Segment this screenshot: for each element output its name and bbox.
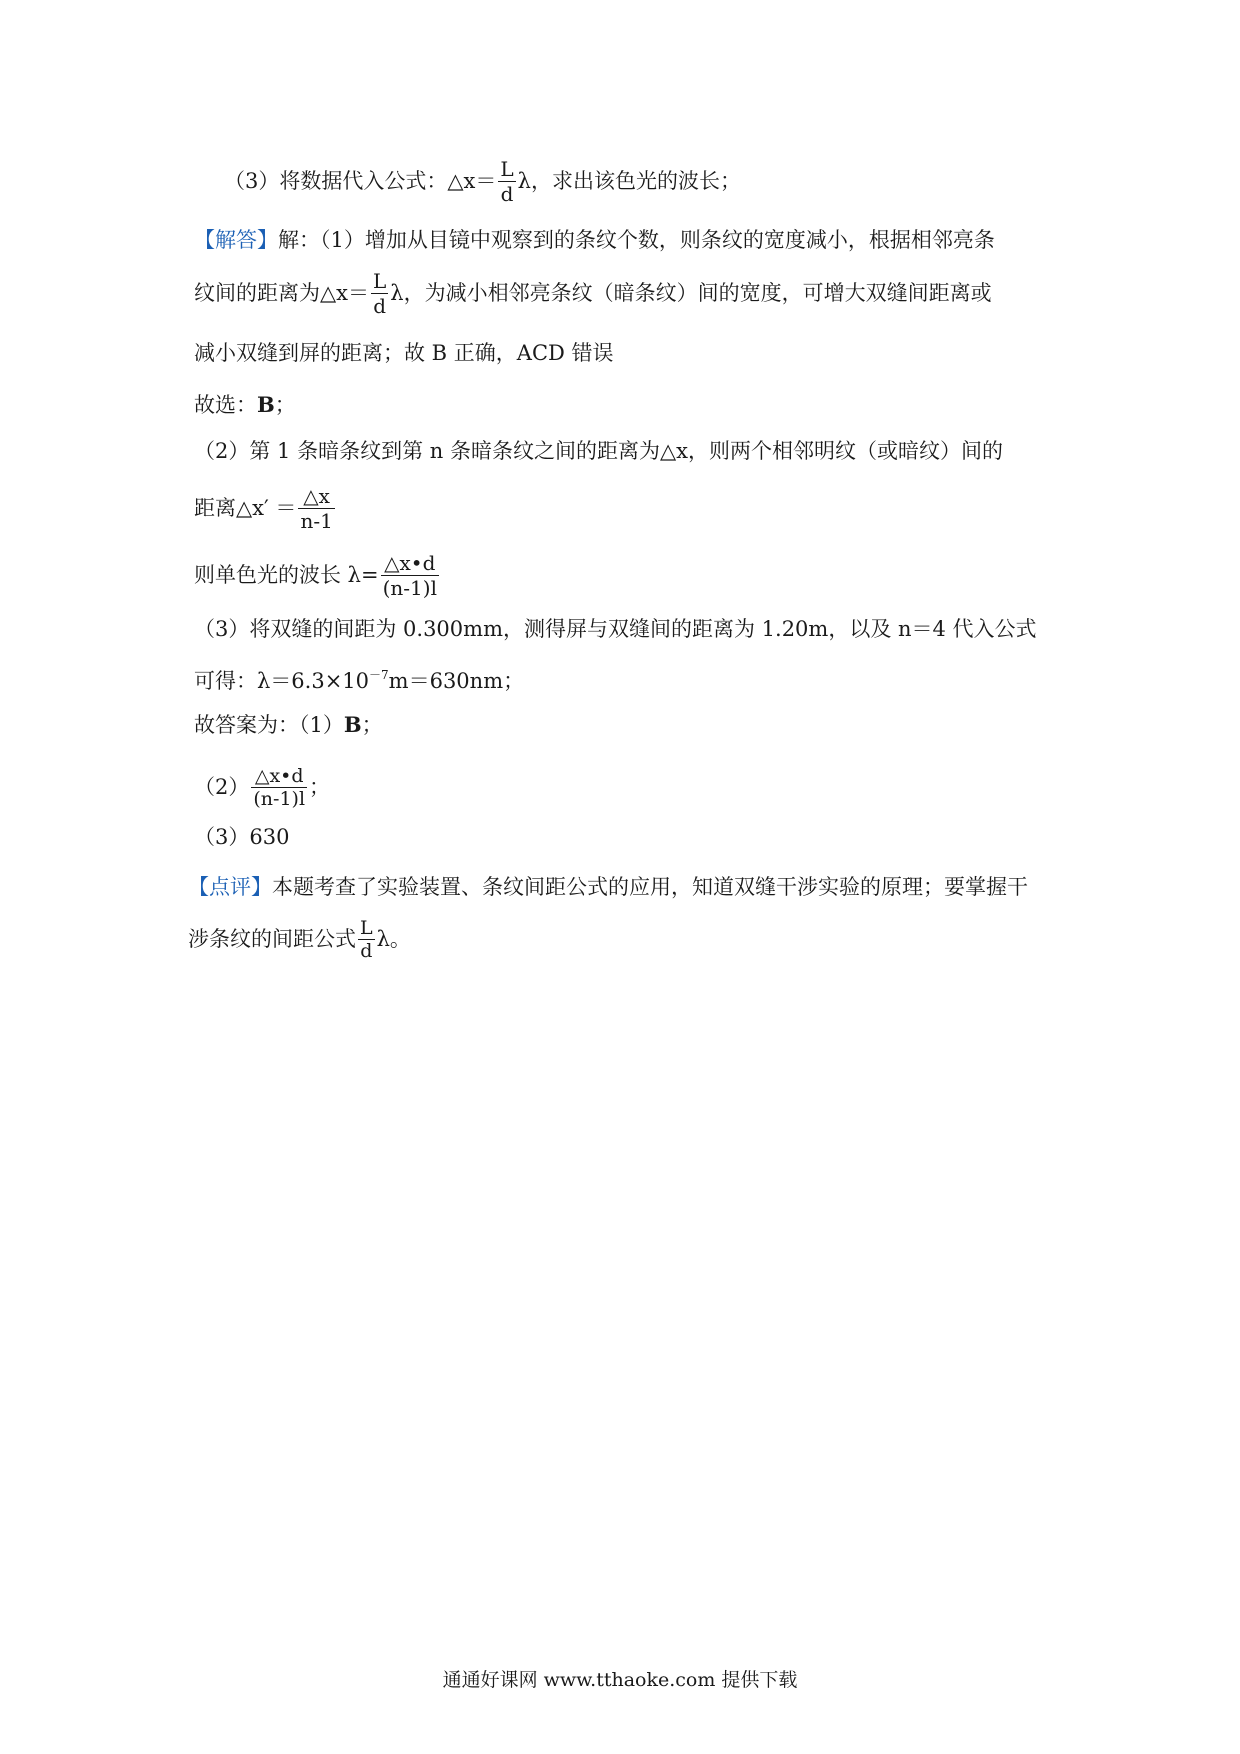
text-segment: （3）630 xyxy=(194,825,290,849)
text-segment: 故选： xyxy=(194,393,257,417)
text-segment: （2） xyxy=(194,775,250,799)
text-segment: 故答案为：（1） xyxy=(194,713,344,737)
text-segment: 解：（1）增加从目镜中观察到的条纹个数，则条纹的宽度减小，根据相邻亮条 xyxy=(278,228,995,252)
final-answer-line xyxy=(194,710,383,740)
answer-line-3 xyxy=(194,338,614,368)
part3-line xyxy=(194,614,1037,644)
text-segment: （3）将双缝的间距为 0.300mm，测得屏与双缝间的距离为 1.20m，以及 n＝4 代入公式 xyxy=(194,617,1037,641)
fraction-numerator: L xyxy=(360,917,373,939)
text-segment: 则单色光的波长 λ= xyxy=(194,563,379,587)
fraction-denominator: d xyxy=(371,293,388,318)
text-segment: λ，求出该色光的波长； xyxy=(517,169,741,193)
exponent: －7 xyxy=(369,668,389,682)
fraction-numerator: L xyxy=(373,269,387,293)
fraction-L-over-d xyxy=(498,157,515,206)
choice-answer: B xyxy=(343,712,362,737)
text-segment: 涉条纹的间距公式 xyxy=(188,927,356,951)
fraction-denominator: n-1 xyxy=(300,509,333,533)
text-segment: 可得：λ＝6.3×10 xyxy=(194,669,370,693)
fraction-denominator: d xyxy=(498,181,515,206)
text-segment: λ。 xyxy=(376,927,411,951)
text-segment: 减小双缝到屏的距离；故 B 正确，ACD 错误 xyxy=(194,341,614,365)
fraction-numerator: △x xyxy=(303,484,330,508)
text-segment: （3）将数据代入公式：△x＝ xyxy=(224,169,497,193)
fraction-denominator: d xyxy=(358,939,375,962)
page-footer: 通通好课网 www.tthaoke.com 提供下载 xyxy=(442,1669,798,1691)
text-segment: 本题考查了实验装置、条纹间距公式的应用，知道双缝干涉实验的原理；要掌握干 xyxy=(272,875,1028,899)
text-segment: 距离△x′ ＝ xyxy=(194,496,297,520)
fraction-wavelength xyxy=(381,551,439,600)
text-segment: m＝630nm； xyxy=(388,669,525,693)
fraction-L-over-d xyxy=(358,917,375,962)
fraction-numerator: △x•d xyxy=(384,551,436,575)
answer-intro-line xyxy=(194,225,995,255)
text-segment: ； xyxy=(274,393,296,417)
text-segment: （2）第 1 条暗条纹到第 n 条暗条纹之间的距离为△x，则两个相邻明纹（或暗纹）间的 xyxy=(194,439,1003,463)
part2-distance-line xyxy=(194,485,337,534)
text-segment: λ，为减小相邻亮条纹（暗条纹）间的宽度，可增大双缝间距离或 xyxy=(390,281,992,305)
fraction-denominator: (n-1)l xyxy=(382,576,437,600)
part2-line xyxy=(194,436,1003,466)
fraction-wavelength xyxy=(251,765,307,810)
final-answer-part3 xyxy=(194,822,289,852)
final-answer-part2 xyxy=(194,766,330,811)
comment-line xyxy=(188,872,1028,902)
fraction-denominator: (n-1)l xyxy=(253,788,306,810)
fraction-numerator: △x•d xyxy=(254,765,304,787)
answer-line-2 xyxy=(194,270,992,319)
answer-tag: 【解答】 xyxy=(194,228,278,252)
fraction-numerator: L xyxy=(500,157,514,181)
fraction-dx-over-n-1 xyxy=(298,484,334,533)
fraction-L-over-d xyxy=(371,269,388,318)
comment-tag: 【点评】 xyxy=(188,875,272,899)
step3-method-line xyxy=(224,158,741,207)
wavelength-formula-line xyxy=(194,552,441,601)
comment-line-2 xyxy=(188,918,411,963)
text-segment: ； xyxy=(309,775,331,799)
result-line xyxy=(194,660,524,696)
choice-line xyxy=(194,390,296,420)
text-segment: 纹间的距离为△x＝ xyxy=(194,281,369,305)
choice-answer: B xyxy=(257,392,275,417)
text-segment: ； xyxy=(361,713,383,737)
